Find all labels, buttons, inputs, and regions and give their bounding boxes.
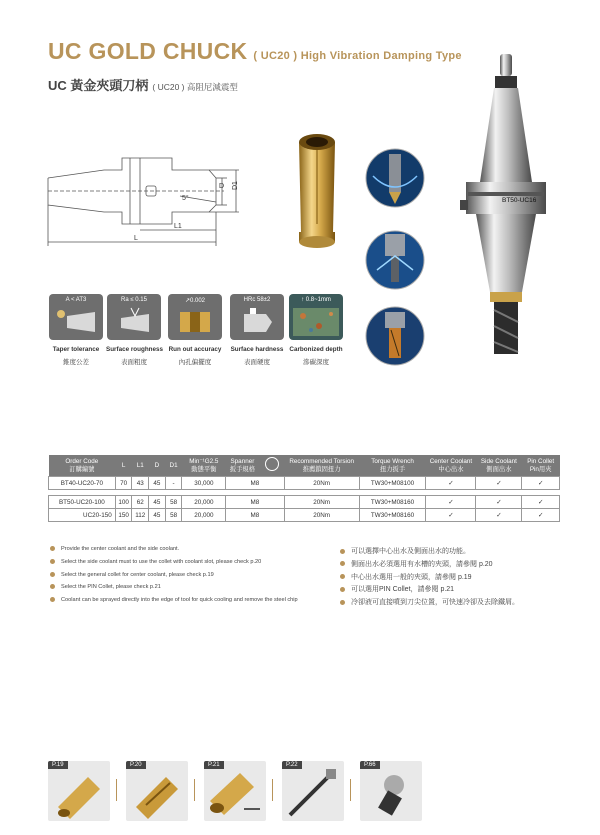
pin-collet-icon [204, 761, 266, 821]
feature-label: Surface hardness [230, 346, 284, 353]
header-d: D [149, 455, 166, 477]
runout-icon [168, 294, 222, 340]
bullet-icon [50, 546, 55, 551]
header-spanner: Spanner 扳手規格 [226, 455, 259, 477]
cell-pin-collet: ✓ [522, 477, 560, 490]
feature-surface-roughness [106, 294, 162, 366]
roughness-icon [107, 294, 161, 340]
header-order-code: Order Code 訂購編號 [49, 455, 116, 477]
thumbnail-p20[interactable] [126, 761, 188, 821]
cell-side-coolant: ✓ [476, 477, 522, 490]
title-text: UC GOLD CHUCK [48, 38, 248, 64]
feature-label-zh: 內孔偏擺度 [178, 359, 212, 366]
cell-wrench: TW30+M08100 [359, 477, 426, 490]
feature-label-zh: 表面硬度 [244, 359, 270, 366]
page-title [48, 38, 462, 65]
header-center-coolant: Center Coolant 中心出水 [426, 455, 476, 477]
cell-center-coolant: ✓ [426, 477, 476, 490]
cell-torsion: 20Nm [284, 509, 359, 522]
header-d1: D1 [165, 455, 182, 477]
dim-l-label: L [134, 235, 138, 242]
header-torsion: Recommended Torsion 推薦鎖固扭力 [284, 455, 359, 477]
cell-spanner: M8 [226, 509, 284, 522]
cell-balance: 30,000 [182, 477, 226, 490]
divider [272, 779, 273, 801]
cell-center-coolant: ✓ [426, 509, 476, 522]
coolant-image-2 [365, 230, 425, 290]
bullet-icon [50, 572, 55, 577]
cell-d: 45 [149, 477, 166, 490]
cell-center-coolant: ✓ [426, 496, 476, 509]
feature-label: Carbonized depth [289, 346, 343, 353]
thumbnail-page-tag: P.21 [204, 761, 224, 769]
gold-collet-image [287, 128, 347, 256]
thumbnail-page-tag: P.20 [126, 761, 146, 769]
table-row [49, 509, 560, 522]
coolant-image-1 [365, 148, 425, 208]
feature-run-out-accuracy [167, 294, 223, 366]
subtitle-small: ( UC20 ) 高阻尼減震型 [152, 82, 238, 92]
header-circle [259, 455, 284, 477]
cell-balance: 20,000 [182, 496, 226, 509]
bullet-icon [340, 549, 345, 554]
divider [194, 779, 195, 801]
notes-zh [340, 546, 519, 610]
cell-l1: 62 [132, 496, 149, 509]
bullet-icon [340, 587, 345, 592]
list-item: 可以選擇中心出水及側面出水的功能。 [340, 546, 519, 559]
cell-spanner: M8 [226, 496, 284, 509]
collet-icon [48, 761, 110, 821]
bullet-icon [50, 584, 55, 589]
thumbnail-p19[interactable] [48, 761, 110, 821]
product-engraving: BT50-UC16 [502, 197, 537, 204]
cell-d: 45 [149, 496, 166, 509]
bullet-icon [340, 561, 345, 566]
list-item: Select the PIN Collet, please check p.21 [50, 584, 298, 597]
cell-order-code: BT40-UC20-70 [49, 477, 116, 490]
dim-l1-label: L1 [174, 223, 182, 230]
header-balance: Min⁻¹G2.5 動態平衡 [182, 455, 226, 477]
cell-order-code: BT50-UC20-100 [49, 496, 116, 509]
bullet-icon [50, 559, 55, 564]
thumbnail-p21[interactable] [204, 761, 266, 821]
cell-d1: 58 [165, 509, 182, 522]
carbonized-icon [289, 294, 343, 340]
feature-surface-hardness [229, 294, 285, 366]
thumbnail-page-tag: P.19 [48, 761, 68, 769]
header-l: L [115, 455, 132, 477]
list-item: 側面出水必須選用有水槽的夾頭，請參閱 p.20 [340, 559, 519, 572]
list-item: 冷卻液可直接噴到刀尖位置，可快速冷卻及去除鐵屑。 [340, 597, 519, 610]
thumbnail-page-tag: P.22 [282, 761, 302, 769]
subtitle-text: UC 黃金夾頭刀柄 [48, 78, 149, 93]
list-item: Select the side coolant must to use the collet with coolant slot, please check p.20 [50, 559, 298, 572]
cell-d: 45 [149, 509, 166, 522]
header-wrench: Torque Wrench 扭力扳手 [359, 455, 426, 477]
tool-holder-image [440, 52, 550, 357]
cell-side-coolant: ✓ [476, 496, 522, 509]
cell-l1: 43 [132, 477, 149, 490]
thumbnail-page-tag: P.66 [360, 761, 380, 769]
spec-table [48, 455, 560, 522]
hardness-icon [230, 294, 284, 340]
page-subtitle [48, 75, 238, 94]
cell-side-coolant: ✓ [476, 509, 522, 522]
bullet-icon [340, 574, 345, 579]
cell-l: 100 [115, 496, 132, 509]
list-item: Provide the center coolant and the side coolant. [50, 546, 298, 559]
dim-d-label: D [219, 183, 225, 190]
spanner-icon [360, 761, 422, 821]
feature-caption: ↗0.002 [184, 298, 206, 304]
technical-drawing [44, 150, 250, 250]
cell-spanner: M8 [226, 477, 284, 490]
thumbnail-p66[interactable] [360, 761, 422, 821]
feature-label: Run out accuracy [168, 346, 222, 353]
divider [350, 779, 351, 801]
taper-icon [49, 294, 103, 340]
table-header-row [49, 455, 560, 477]
cell-order-code: UC20-150 [49, 509, 116, 522]
collet-slot-icon [126, 761, 188, 821]
cell-pin-collet: ✓ [522, 496, 560, 509]
cell-torsion: 20Nm [284, 496, 359, 509]
cell-wrench: TW30+M08160 [359, 496, 426, 509]
dim-d1-label: D1 [232, 181, 239, 190]
header-side-coolant: Side Coolant 側面出水 [476, 455, 522, 477]
cell-torsion: 20Nm [284, 477, 359, 490]
feature-label: Taper tolerance [52, 346, 100, 353]
feature-taper-tolerance [48, 294, 104, 366]
list-item: Select the general collet for center coolant, please check p.19 [50, 572, 298, 585]
list-item: 中心出水選用一般的夾頭，請參閱 p.19 [340, 572, 519, 585]
torque-wrench-icon [282, 761, 344, 821]
feature-caption: A < AT3 [65, 297, 87, 303]
cell-l: 70 [115, 477, 132, 490]
cell-pin-collet: ✓ [522, 509, 560, 522]
header-l1: L1 [132, 455, 149, 477]
feature-label-zh: 表面粗度 [121, 359, 147, 366]
thumbnail-p22[interactable] [282, 761, 344, 821]
bullet-icon [50, 597, 55, 602]
angle-label: 5° [182, 195, 189, 202]
notes-en [50, 546, 298, 610]
feature-caption: HRc 58±2 [243, 297, 271, 303]
bullet-icon [340, 600, 345, 605]
feature-label-zh: 錐度公差 [63, 359, 89, 366]
table-row [49, 496, 560, 509]
coolant-image-3 [365, 306, 425, 366]
cell-l: 150 [115, 509, 132, 522]
feature-caption: ↑ 0.8~1mm [301, 297, 331, 303]
feature-carbonized-depth [288, 294, 344, 366]
list-item: 可以選用PIN Collet，請參閱 p.21 [340, 584, 519, 597]
cell-balance: 20,000 [182, 509, 226, 522]
divider [116, 779, 117, 801]
list-item: Coolant can be sprayed directly into the edge of tool for quick cooling and remove the steel chip [50, 597, 298, 610]
title-sub: ( UC20 ) High Vibration Damping Type [253, 50, 462, 62]
cell-wrench: TW30+M08160 [359, 509, 426, 522]
cell-d1: - [165, 477, 182, 490]
feature-caption: Ra ≤ 0.15 [121, 297, 147, 303]
cell-d1: 58 [165, 496, 182, 509]
table-row [49, 477, 560, 490]
feature-label-zh: 滲碳深度 [303, 359, 329, 366]
header-pin-collet: Pin Collet Pin用夾 [522, 455, 560, 477]
circle-icon [265, 457, 279, 471]
cell-l1: 112 [132, 509, 149, 522]
feature-label: Surface roughness [106, 346, 164, 353]
